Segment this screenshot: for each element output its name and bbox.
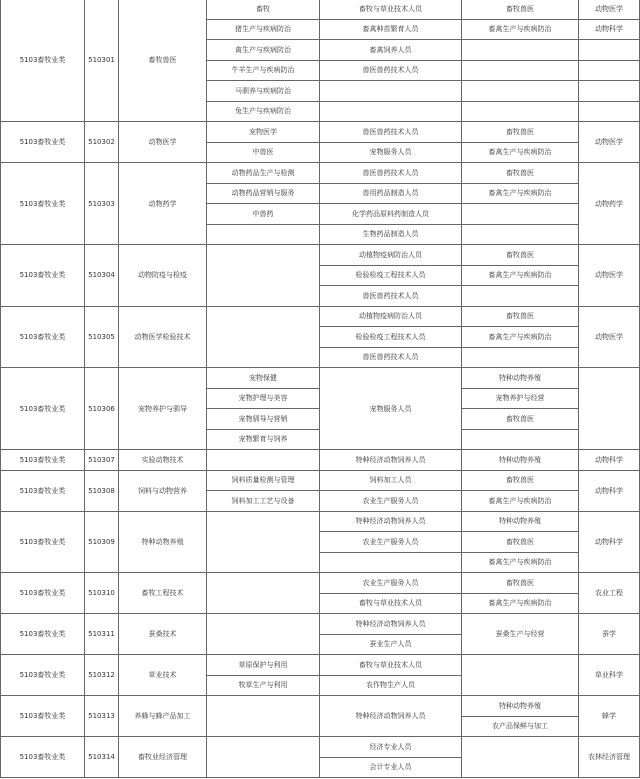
bachelor-cell: 动物科学: [579, 19, 640, 40]
direction-cell: [207, 306, 320, 368]
certificate-cell: [462, 737, 579, 778]
certificate-cell: 畜禽生产与疾病防治: [462, 552, 579, 573]
occupation-cell: 特种经济动物饲养人员: [320, 450, 462, 471]
direction-cell: [207, 224, 320, 245]
certificate-cell: 畜禽生产与疾病防治: [462, 491, 579, 512]
bachelor-cell: 动物医学: [579, 306, 640, 368]
occupation-cell: 农业生产服务人员: [320, 491, 462, 512]
bachelor-cell: [579, 81, 640, 102]
certificate-cell: 畜禽生产与疾病防治: [462, 142, 579, 163]
direction-cell: 草原保护与利用: [207, 655, 320, 676]
occupation-cell: [320, 552, 462, 573]
code-cell: 510308: [85, 470, 119, 511]
bachelor-cell: 动物医学: [579, 0, 640, 19]
bachelor-cell: 动物科学: [579, 470, 640, 511]
certificate-cell: 农产品保鲜与加工: [462, 716, 579, 737]
occupation-cell: [320, 101, 462, 122]
certificate-cell: 畜禽生产与疾病防治: [462, 593, 579, 614]
occupation-cell: [320, 81, 462, 102]
occupation-cell: 农作物生产人员: [320, 675, 462, 696]
bachelor-cell: 蜂学: [579, 696, 640, 737]
certificate-cell: 特种动物养殖: [462, 450, 579, 471]
bachelor-cell: [579, 40, 640, 61]
major-name-cell: 饲料与动物营养: [119, 470, 207, 511]
certificate-cell: 畜禽生产与疾病防治: [462, 19, 579, 40]
table-row: [1, 306, 640, 327]
occupation-cell: 饲料加工人员: [320, 470, 462, 491]
occupation-cell: 兽医兽药技术人员: [320, 347, 462, 368]
table-row: [1, 0, 640, 19]
occupation-cell: 会计专业人员: [320, 757, 462, 778]
direction-cell: [207, 511, 320, 573]
table-row: [1, 737, 640, 758]
certificate-cell: 宠物养护与经营: [462, 388, 579, 409]
direction-cell: 宠物护理与美容: [207, 388, 320, 409]
certificate-cell: 特种动物养殖: [462, 368, 579, 389]
occupation-cell: 动植物疫病防治人员: [320, 306, 462, 327]
certificate-cell: 畜牧兽医: [462, 245, 579, 266]
direction-cell: [207, 614, 320, 655]
category-cell: 5103畜牧业类: [1, 306, 85, 368]
certificate-cell: 畜牧兽医: [462, 122, 579, 143]
direction-cell: 中兽药: [207, 204, 320, 225]
bachelor-cell: 动物科学: [579, 450, 640, 471]
certificate-cell: 蚕桑生产与经营: [462, 614, 579, 655]
direction-cell: 马驯养与疾病防治: [207, 81, 320, 102]
category-cell: 5103畜牧业类: [1, 655, 85, 696]
direction-cell: 中兽医: [207, 142, 320, 163]
table-row: [1, 614, 640, 635]
table-row: [1, 163, 640, 184]
certificate-cell: 畜禽生产与疾病防治: [462, 183, 579, 204]
category-cell: 5103畜牧业类: [1, 0, 85, 122]
direction-cell: 畜牧: [207, 0, 320, 19]
bachelor-cell: 动物科学: [579, 511, 640, 573]
code-cell: 510303: [85, 163, 119, 245]
table-row: [1, 450, 640, 471]
code-cell: 510314: [85, 737, 119, 778]
bachelor-cell: 草业科学: [579, 655, 640, 696]
bachelor-cell: [579, 368, 640, 450]
table-row: [1, 573, 640, 594]
occupation-cell: 畜牧与草业技术人员: [320, 0, 462, 19]
code-cell: 510309: [85, 511, 119, 573]
major-name-cell: 实验动物技术: [119, 450, 207, 471]
category-cell: 5103畜牧业类: [1, 122, 85, 163]
occupation-cell: 农业生产服务人员: [320, 532, 462, 553]
occupation-cell: 经济专业人员: [320, 737, 462, 758]
code-cell: 510307: [85, 450, 119, 471]
occupation-cell: 蚕业生产人员: [320, 634, 462, 655]
occupation-cell: 农业生产服务人员: [320, 573, 462, 594]
certificate-cell: 畜禽生产与疾病防治: [462, 327, 579, 348]
direction-cell: 兔生产与疾病防治: [207, 101, 320, 122]
occupation-cell: 动植物疫病防治人员: [320, 245, 462, 266]
table-row: [1, 655, 640, 676]
certificate-cell: 畜禽生产与疾病防治: [462, 265, 579, 286]
code-cell: 510302: [85, 122, 119, 163]
bachelor-cell: [579, 101, 640, 122]
direction-cell: 饲料加工工艺与设备: [207, 491, 320, 512]
certificate-cell: [462, 224, 579, 245]
occupation-cell: 生物药品制造人员: [320, 224, 462, 245]
direction-cell: [207, 696, 320, 737]
major-name-cell: 动物防疫与检疫: [119, 245, 207, 307]
certificate-cell: [462, 347, 579, 368]
table-row: [1, 122, 640, 143]
occupation-cell: 畜牧与草业技术人员: [320, 593, 462, 614]
direction-cell: 饲料质量检测与管理: [207, 470, 320, 491]
certificate-cell: [462, 81, 579, 102]
major-name-cell: 养蜂与蜂产品加工: [119, 696, 207, 737]
bachelor-cell: [579, 60, 640, 81]
occupation-cell: 特种经济动物饲养人员: [320, 696, 462, 737]
code-cell: 510311: [85, 614, 119, 655]
occupation-cell: 化学药品原料药制造人员: [320, 204, 462, 225]
direction-cell: 宠物驯导与营销: [207, 409, 320, 430]
code-cell: 510310: [85, 573, 119, 614]
occupation-cell: 兽医兽药技术人员: [320, 60, 462, 81]
bachelor-cell: 农林经济管理: [579, 737, 640, 778]
occupation-cell: 畜禽饲养人员: [320, 40, 462, 61]
occupation-cell: 特种经济动物饲养人员: [320, 511, 462, 532]
bachelor-cell: 动物医学: [579, 122, 640, 163]
bachelor-cell: 动物药学: [579, 163, 640, 245]
direction-cell: 动物药品营销与服务: [207, 183, 320, 204]
major-name-cell: 畜牧业经济管理: [119, 737, 207, 778]
major-name-cell: 动物医学: [119, 122, 207, 163]
direction-cell: 牧草生产与利用: [207, 675, 320, 696]
certificate-cell: 畜牧兽医: [462, 0, 579, 19]
direction-cell: 宠物繁育与饲养: [207, 429, 320, 450]
direction-cell: 宠物医学: [207, 122, 320, 143]
category-cell: 5103畜牧业类: [1, 511, 85, 573]
category-cell: 5103畜牧业类: [1, 163, 85, 245]
certificate-cell: 畜牧兽医: [462, 573, 579, 594]
code-cell: 510301: [85, 0, 119, 122]
major-name-cell: 动物药学: [119, 163, 207, 245]
certificate-cell: 畜牧兽医: [462, 409, 579, 430]
code-cell: 510312: [85, 655, 119, 696]
occupation-cell: 畜禽种苗繁育人员: [320, 19, 462, 40]
occupation-cell: 畜牧与草业技术人员: [320, 655, 462, 676]
certificate-cell: 畜牧兽医: [462, 306, 579, 327]
category-cell: 5103畜牧业类: [1, 737, 85, 778]
direction-cell: [207, 450, 320, 471]
major-name-cell: 畜牧兽医: [119, 0, 207, 122]
certificate-cell: 特种动物养殖: [462, 511, 579, 532]
major-name-cell: 动物医学检验技术: [119, 306, 207, 368]
direction-cell: [207, 573, 320, 614]
category-cell: 5103畜牧业类: [1, 245, 85, 307]
major-name-cell: 草业技术: [119, 655, 207, 696]
table-row: [1, 696, 640, 717]
major-name-cell: 畜牧工程技术: [119, 573, 207, 614]
table-row: [1, 245, 640, 266]
occupation-cell: 兽医兽药技术人员: [320, 286, 462, 307]
certificate-cell: 特种动物养殖: [462, 696, 579, 717]
bachelor-cell: 动物医学: [579, 245, 640, 307]
occupation-cell: 检验检疫工程技术人员: [320, 327, 462, 348]
major-name-cell: 蚕桑技术: [119, 614, 207, 655]
category-cell: 5103畜牧业类: [1, 573, 85, 614]
occupation-cell: 兽医兽药技术人员: [320, 163, 462, 184]
direction-cell: [207, 737, 320, 778]
direction-cell: [207, 245, 320, 307]
certificate-cell: [462, 60, 579, 81]
occupation-cell: 宠物服务人员: [320, 142, 462, 163]
direction-cell: 猪生产与疾病防治: [207, 19, 320, 40]
certificate-cell: 畜牧兽医: [462, 532, 579, 553]
table-row: [1, 368, 640, 389]
occupation-cell: 特种经济动物饲养人员: [320, 614, 462, 635]
occupation-cell: 兽医兽药技术人员: [320, 122, 462, 143]
certificate-cell: [462, 204, 579, 225]
category-cell: 5103畜牧业类: [1, 450, 85, 471]
occupation-cell: 宠物服务人员: [320, 368, 462, 450]
certificate-cell: [462, 286, 579, 307]
direction-cell: 牛羊生产与疾病防治: [207, 60, 320, 81]
occupation-cell: 检验检疫工程技术人员: [320, 265, 462, 286]
direction-cell: 动物药品生产与检测: [207, 163, 320, 184]
code-cell: 510304: [85, 245, 119, 307]
code-cell: 510313: [85, 696, 119, 737]
code-cell: 510306: [85, 368, 119, 450]
certificate-cell: [462, 101, 579, 122]
category-cell: 5103畜牧业类: [1, 614, 85, 655]
certificate-cell: [462, 40, 579, 61]
code-cell: 510305: [85, 306, 119, 368]
category-cell: 5103畜牧业类: [1, 368, 85, 450]
certificate-cell: 畜牧兽医: [462, 470, 579, 491]
table-row: [1, 470, 640, 491]
bachelor-cell: 农业工程: [579, 573, 640, 614]
major-name-cell: 宠物养护与驯导: [119, 368, 207, 450]
occupation-cell: 兽用药品制造人员: [320, 183, 462, 204]
table-row: [1, 511, 640, 532]
certificate-cell: [462, 429, 579, 450]
certificate-cell: 畜牧兽医: [462, 163, 579, 184]
direction-cell: 宠物保健: [207, 368, 320, 389]
major-name-cell: 特种动物养殖: [119, 511, 207, 573]
certificate-cell: [462, 655, 579, 696]
bachelor-cell: 蚕学: [579, 614, 640, 655]
direction-cell: 禽生产与疾病防治: [207, 40, 320, 61]
category-cell: 5103畜牧业类: [1, 696, 85, 737]
category-cell: 5103畜牧业类: [1, 470, 85, 511]
